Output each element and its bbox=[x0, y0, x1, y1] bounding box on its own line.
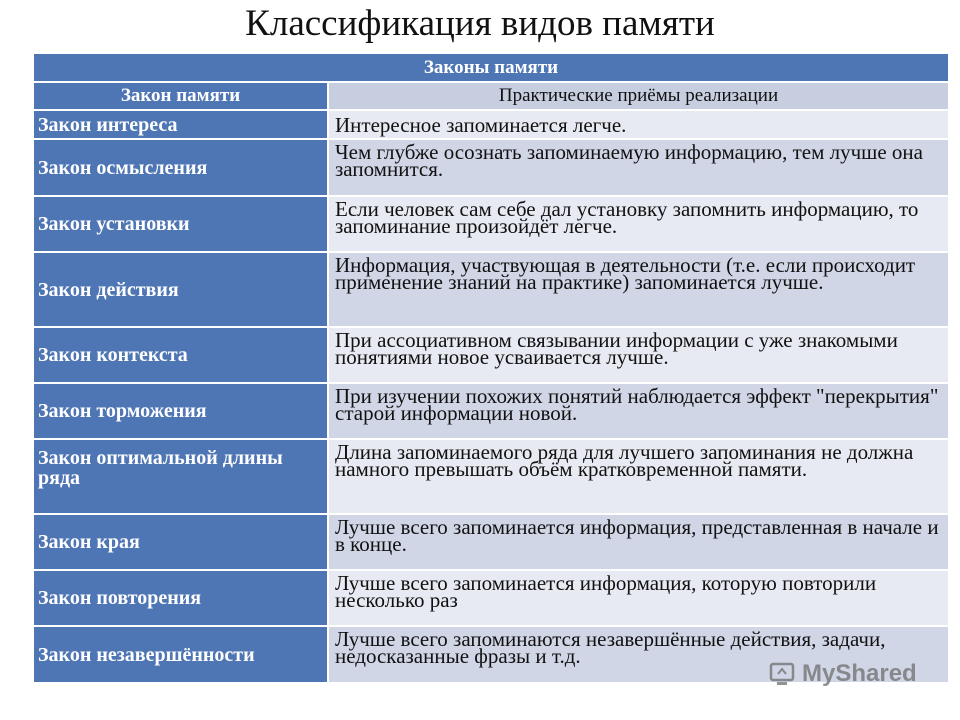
table-row bbox=[34, 327, 948, 383]
law-cell: Закон установки bbox=[34, 196, 328, 252]
table-row bbox=[34, 110, 948, 139]
practice-cell: При ассоциативном связывании информации с уже знакомыми понятиями новое усваивается лучше. bbox=[328, 327, 948, 383]
practice-cell: Длина запоминаемого ряда для лучшего запоминания не должна намного превышать объём кратковременной памяти. bbox=[328, 439, 948, 514]
practice-cell: Информация, участвующая в деятельности (т.е. если происходит применение знаний на практике) запоминается лучше. bbox=[328, 252, 948, 327]
law-cell: Закон незавершённости bbox=[34, 626, 328, 682]
practice-cell: Если человек сам себе дал установку запомнить информацию, то запоминание произойдёт легче. bbox=[328, 196, 948, 252]
practice-cell: Чем глубже осознать запоминаемую информацию, тем лучше она запомнится. bbox=[328, 139, 948, 196]
column-header-practice: Практические приёмы реализации bbox=[328, 82, 948, 110]
practice-cell: Интересное запоминается легче. bbox=[328, 110, 948, 139]
watermark-text: MyShared bbox=[802, 660, 917, 687]
law-cell: Закон действия bbox=[34, 252, 328, 327]
page-title: Классификация видов памяти bbox=[245, 3, 715, 44]
table-row bbox=[34, 196, 948, 252]
table-row bbox=[34, 514, 948, 570]
table-row bbox=[34, 570, 948, 626]
law-cell: Закон края bbox=[34, 514, 328, 570]
column-header-law: Закон памяти bbox=[34, 82, 328, 110]
table-banner: Законы памяти bbox=[34, 54, 948, 82]
table-row bbox=[34, 139, 948, 196]
myshared-logo-icon bbox=[768, 659, 798, 689]
table-row bbox=[34, 383, 948, 439]
table-header-row bbox=[34, 82, 948, 110]
myshared-watermark bbox=[768, 658, 917, 690]
practice-cell: При изучении похожих понятий наблюдается эффект "перекрытия" старой информации новой. bbox=[328, 383, 948, 439]
practice-cell: Лучше всего запоминается информация, которую повторили несколько раз bbox=[328, 570, 948, 626]
law-cell: Закон интереса bbox=[34, 110, 328, 139]
law-cell: Закон торможения bbox=[34, 383, 328, 439]
practice-cell: Лучше всего запоминаются незавершённые действия, задачи, недосказанные фразы и т.д. bbox=[328, 626, 948, 682]
law-cell: Закон повторения bbox=[34, 570, 328, 626]
law-cell: Закон оптимальной длины ряда bbox=[34, 439, 328, 514]
law-cell: Закон осмысления bbox=[34, 139, 328, 196]
table-row bbox=[34, 439, 948, 514]
law-cell: Закон контекста bbox=[34, 327, 328, 383]
laws-table bbox=[34, 54, 948, 682]
table-banner-row bbox=[34, 54, 948, 82]
practice-cell: Лучше всего запоминается информация, представленная в начале и в конце. bbox=[328, 514, 948, 570]
table-row bbox=[34, 252, 948, 327]
